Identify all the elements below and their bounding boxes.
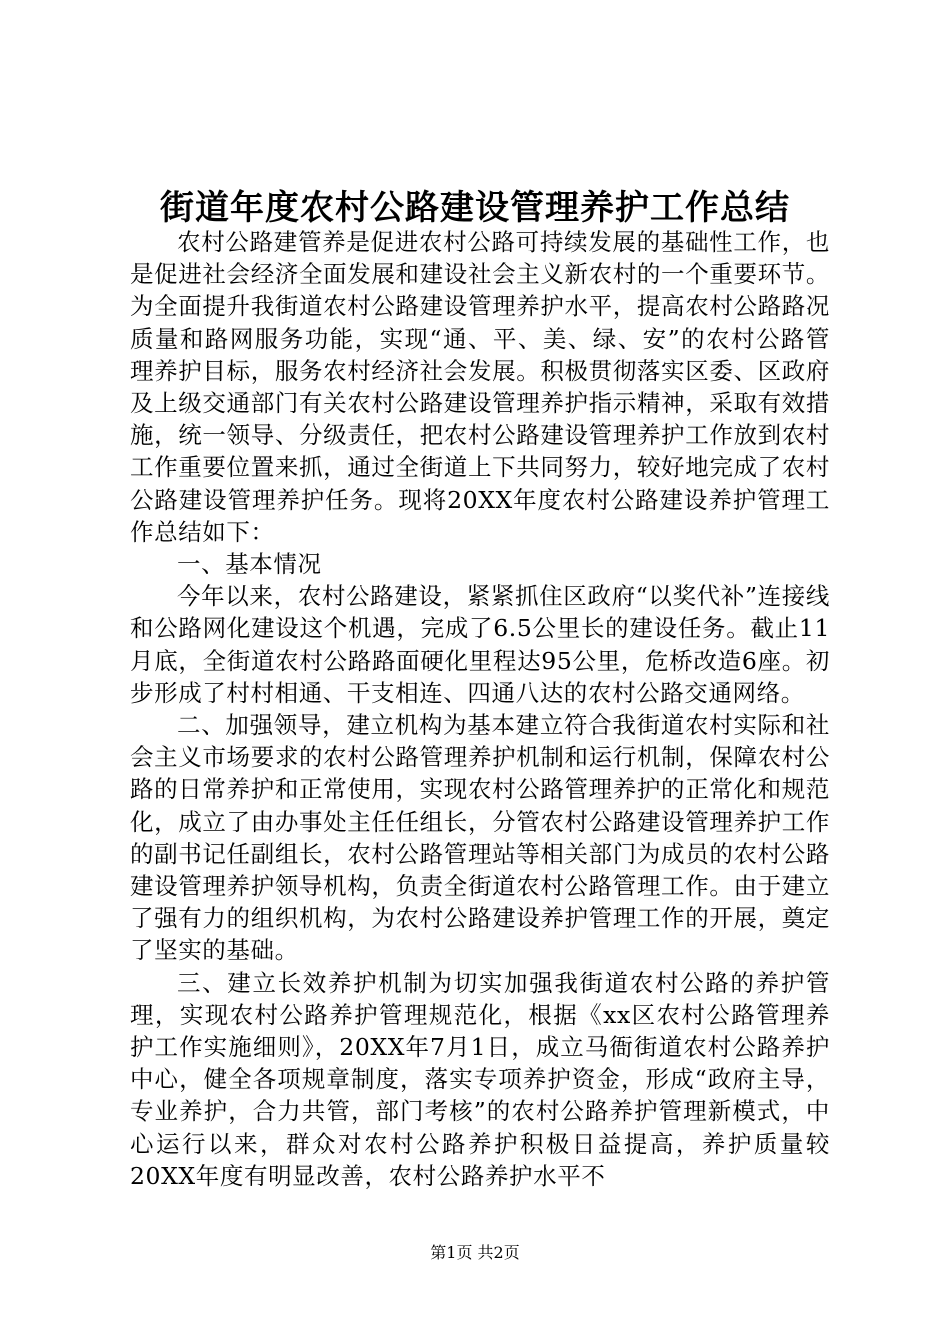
document-title: 街道年度农村公路建设管理养护工作总结: [160, 188, 790, 228]
leadership-paragraph: 二、加强领导，建立机构为基本建立符合我街道农村实际和社会主义市场要求的农村公路管理养护机制和运行机制，保障农村公路的日常养护和正常使用，实现农村公路管理养护的正常化和规范化，成立了由办事处主任任组长，分管农村公路建设管理养护工作的副书记任副组长，农村公路管理站等相关部门为成员的农村公路建设管理养护领导机构，负责全街道农村公路管理工作。由于建立了强有力的组织机构，为农村公路建设养护管理工作的开展，奠定了坚实的基础。: [130, 711, 830, 965]
basic-situation-paragraph: 今年以来，农村公路建设，紧紧抓住区政府“以奖代补”连接线和公路网化建设这个机遇，完成了6.5公里长的建设任务。截止11月底，全街道农村公路路面硬化里程达95公里，危桥改造6座。初步形成了村村相通、干支相连、四通八达的农村公路交通网络。: [130, 582, 830, 707]
page-number-footer: 第1页 共2页: [430, 1243, 520, 1262]
maintenance-mechanism-paragraph: 三、建立长效养护机制为切实加强我街道农村公路的养护管理，实现农村公路养护管理规范化，根据《xx区农村公路管理养护工作实施细则》，20XX年7月1日，成立马衙街道农村公路养护中心，健全各项规章制度，落实专项养护资金，形成“政府主导，专业养护，合力共管，部门考核”的农村公路养护管理新模式，中心运行以来，群众对农村公路养护积极日益提高，养护质量较20XX年度有明显改善，农村公路养护水平不: [130, 968, 830, 1190]
document-body: [130, 226, 830, 1192]
section-heading-basic-situation: 一、基本情况: [177, 550, 322, 579]
intro-paragraph: 农村公路建管养是促进农村公路可持续发展的基础性工作，也是促进社会经济全面发展和建设社会主义新农村的一个重要环节。为全面提升我街道农村公路建设管理养护水平，提高农村公路路况质量和路网服务功能，实现“通、平、美、绿、安”的农村公路管理养护目标，服务农村经济社会发展。积极贯彻落实区委、区政府及上级交通部门有关农村公路建设管理养护指示精神，采取有效措施，统一领导、分级责任，把农村公路建设管理养护工作放到农村工作重要位置来抓，通过全街道上下共同努力，较好地完成了农村公路建设管理养护任务。现将20XX年度农村公路建设养护管理工作总结如下：: [130, 228, 830, 546]
